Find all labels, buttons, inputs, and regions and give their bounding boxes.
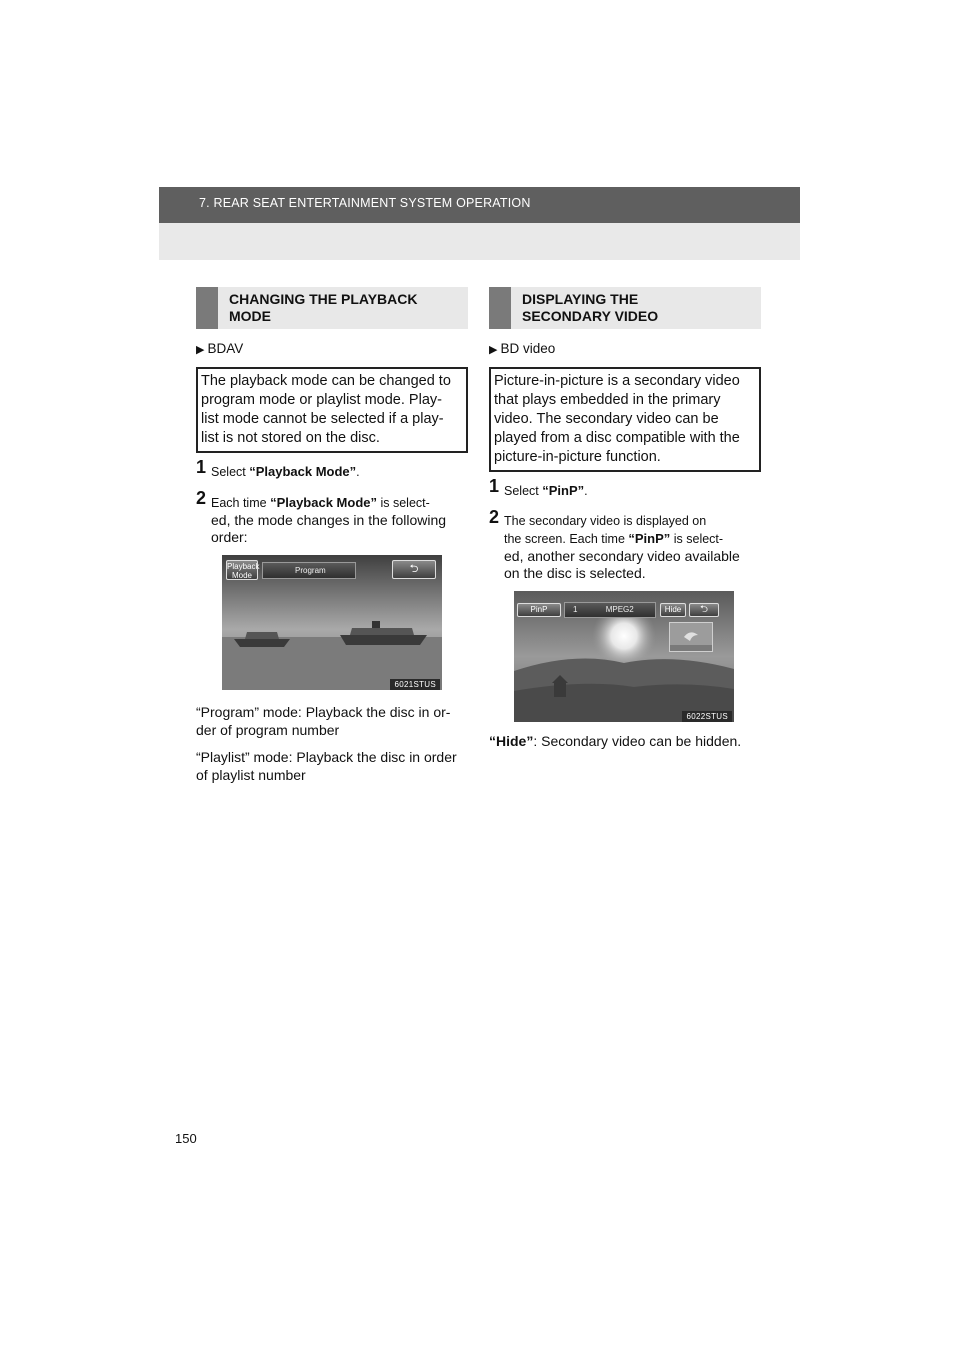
- button-label: Mode: [231, 571, 252, 580]
- step-bold: “PinP”: [628, 531, 671, 546]
- section-title-line2: SECONDARY VIDEO: [522, 308, 659, 324]
- para-line: der of program number: [196, 722, 340, 738]
- page-number: 150: [175, 1131, 197, 1146]
- secondary-video-info-field: [564, 602, 656, 618]
- step-text: Select: [504, 484, 543, 498]
- para-line: “Playlist” mode: Playback the disc in order: [196, 749, 457, 765]
- hide-description: [489, 732, 761, 750]
- mode-text: Program: [295, 566, 326, 575]
- subhead-bdav: [196, 341, 468, 361]
- section-title-line2: MODE: [229, 308, 271, 324]
- step-2: [489, 507, 761, 582]
- section-heading-secondary-video: [489, 287, 761, 329]
- note-line: that plays embedded in the primary: [494, 392, 721, 408]
- step-bold: “PinP”: [542, 483, 585, 498]
- codec-text: MPEG2: [605, 605, 634, 614]
- step-text: order:: [211, 529, 248, 545]
- hide-button[interactable]: [660, 603, 686, 617]
- note-line: list mode cannot be selected if a play-: [201, 411, 444, 427]
- back-button[interactable]: [392, 560, 436, 579]
- stream-index: 1: [573, 605, 578, 614]
- step-text-line: [504, 530, 761, 548]
- back-button[interactable]: [689, 603, 719, 617]
- step-text: .: [584, 484, 588, 498]
- chapter-title: 7. REAR SEAT ENTERTAINMENT SYSTEM OPERATION: [199, 196, 531, 210]
- subhead-label: BDAV: [207, 341, 244, 356]
- secondary-video-window: [669, 622, 713, 652]
- step-number: 1: [196, 457, 207, 477]
- step-text: ed, the mode changes in the following: [211, 512, 447, 528]
- section-tab: [489, 287, 511, 329]
- return-arrow-icon: ⮌: [699, 604, 708, 615]
- step-text: Each time: [211, 496, 271, 510]
- screenshot-pinp: [514, 591, 734, 722]
- button-label: Playback: [227, 562, 260, 571]
- step-text: the screen. Each time: [504, 532, 629, 546]
- para-bold: “Hide”: [489, 733, 534, 749]
- note-line: program mode or playlist mode. Play-: [201, 392, 442, 408]
- figure-code: 6022STUS: [682, 711, 732, 722]
- step-text: is select-: [670, 532, 724, 546]
- section-tab: [196, 287, 218, 329]
- return-arrow-icon: ⮌: [409, 563, 419, 575]
- step-number: 2: [489, 507, 500, 527]
- left-column: [196, 287, 468, 784]
- step-text: The secondary video is displayed on: [504, 514, 707, 528]
- note-box: [196, 367, 468, 453]
- step-1: [196, 457, 468, 481]
- subhead-bd-video: [489, 341, 761, 361]
- note-line: Picture-in-picture is a secondary video: [494, 373, 740, 389]
- step-2: [196, 488, 468, 546]
- note-box: [489, 367, 761, 472]
- mode-display-field: [262, 562, 356, 579]
- step-bold: “Playback Mode”: [270, 495, 377, 510]
- header-bar: [159, 187, 800, 223]
- step-1: [489, 476, 761, 500]
- triangle-bullet-icon: ▶: [196, 344, 205, 356]
- program-mode-description: [196, 703, 468, 739]
- step-number: 1: [489, 476, 500, 496]
- step-text: .: [356, 465, 360, 479]
- step-bold: “Playback Mode”: [249, 464, 357, 479]
- playback-mode-button[interactable]: [226, 560, 258, 580]
- pinp-button[interactable]: [517, 603, 561, 617]
- step-number: 2: [196, 488, 207, 508]
- para-line: “Program” mode: Playback the disc in or-: [196, 704, 451, 720]
- figure-code: 6021STUS: [390, 679, 440, 690]
- step-text: ed, another secondary video available: [504, 548, 740, 564]
- step-text: on the disc is selected.: [504, 565, 646, 581]
- note-line: video. The secondary video can be: [494, 411, 719, 427]
- para-line: of playlist number: [196, 767, 306, 783]
- section-title-line1: DISPLAYING THE: [522, 291, 639, 307]
- note-line: played from a disc compatible with the: [494, 430, 740, 446]
- triangle-bullet-icon: ▶: [489, 344, 498, 356]
- note-line: list is not stored on the disc.: [201, 430, 380, 446]
- para-text: : Secondary video can be hidden.: [533, 733, 742, 749]
- note-line: picture-in-picture function.: [494, 449, 661, 465]
- button-label: Hide: [664, 605, 682, 614]
- section-title-line1: CHANGING THE PLAYBACK: [229, 291, 418, 307]
- bird-image: [670, 623, 712, 651]
- button-label: PinP: [530, 605, 548, 614]
- step-text: Select: [211, 465, 250, 479]
- playlist-mode-description: [196, 748, 468, 784]
- right-column: [489, 287, 761, 750]
- step-text: is select-: [377, 496, 430, 510]
- note-line: The playback mode can be changed to: [201, 373, 451, 389]
- page-header: [159, 187, 800, 260]
- screenshot-playback-mode: [222, 555, 442, 690]
- section-heading-playback-mode: [196, 287, 468, 329]
- subhead-label: BD video: [500, 341, 556, 356]
